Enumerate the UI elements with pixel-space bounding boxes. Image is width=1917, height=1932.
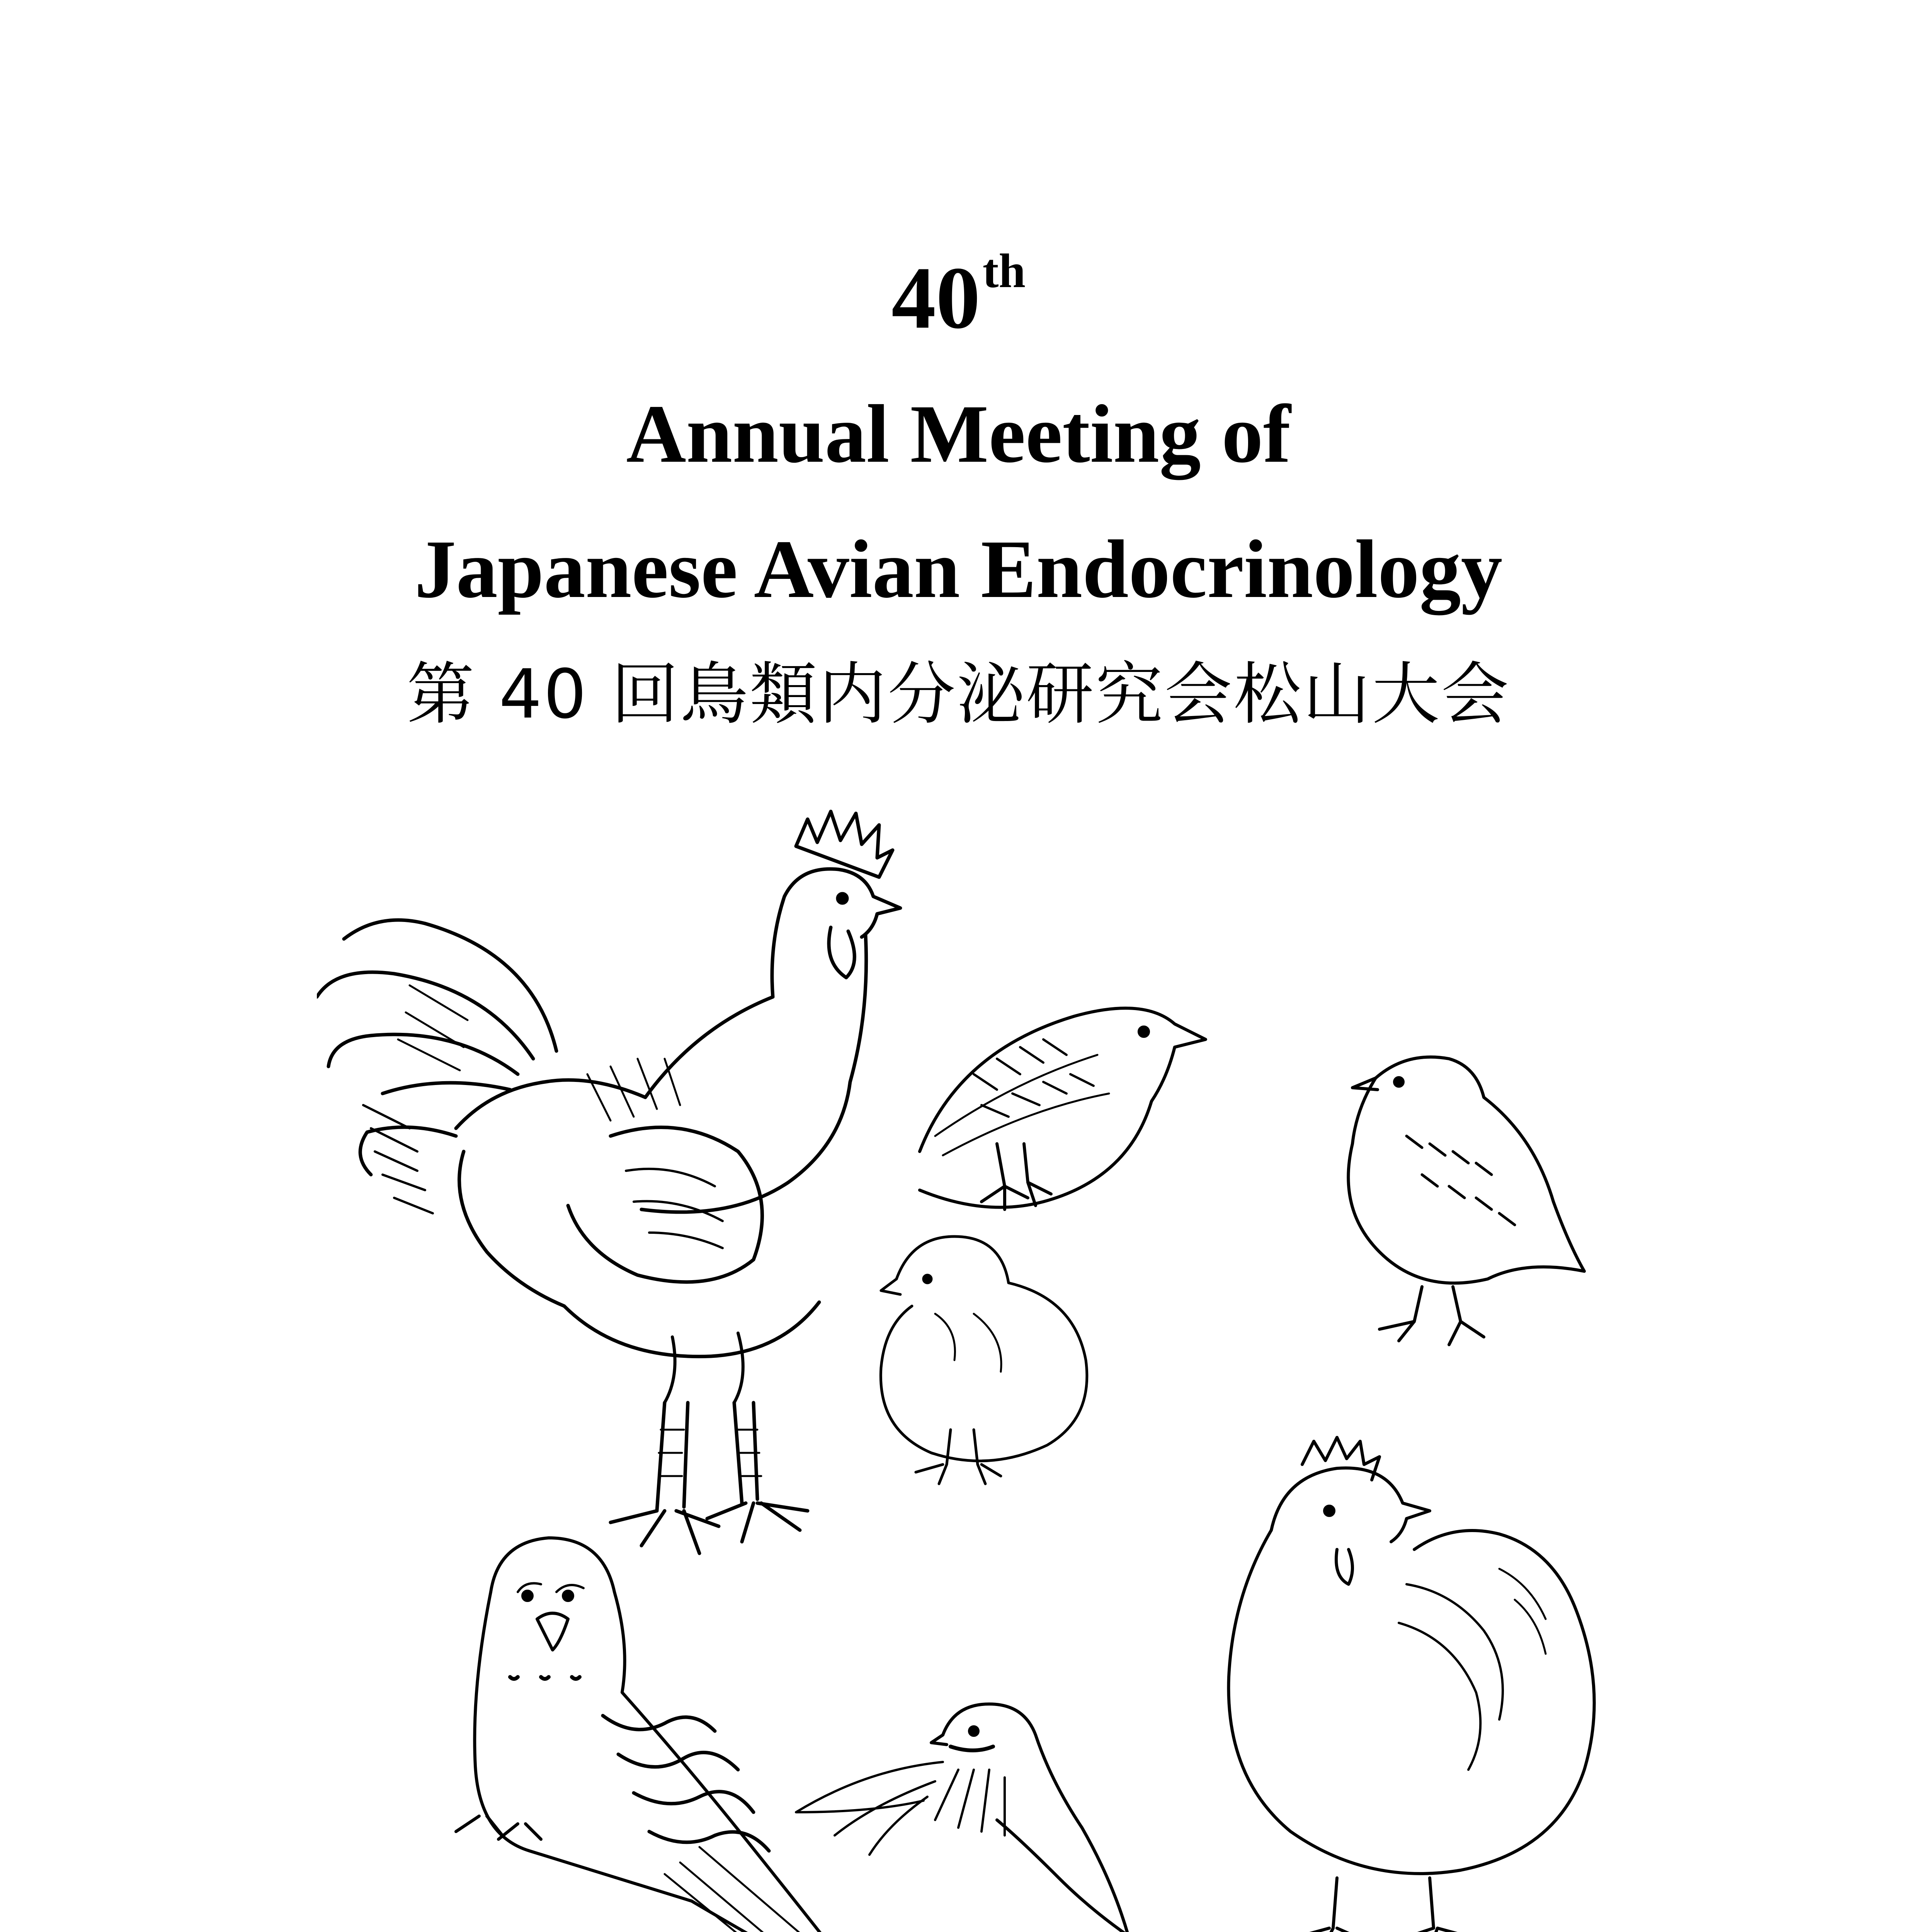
bantam-hen-drawing: [1228, 1437, 1594, 1932]
title-line-1: Annual Meeting of: [626, 388, 1291, 480]
edition-number: [0, 247, 1917, 348]
quail-drawing-1: [920, 1008, 1206, 1209]
bird-illustration: [317, 804, 1631, 1932]
sparrow-drawing: [796, 1704, 1128, 1932]
title-block: [0, 245, 1917, 734]
chick-drawing: [881, 1236, 1087, 1484]
edition-suffix: th: [982, 245, 1026, 298]
title-line-2: Japanese Avian Endocrinology: [414, 523, 1503, 615]
rooster-drawing: [317, 811, 900, 1553]
quail-drawing-2: [1348, 1057, 1584, 1345]
edition-number-value: 40: [891, 248, 980, 347]
japanese-title: 第 40 回鳥類内分泌研究会松山大会: [407, 655, 1510, 734]
budgerigar-drawing: [456, 1538, 877, 1932]
